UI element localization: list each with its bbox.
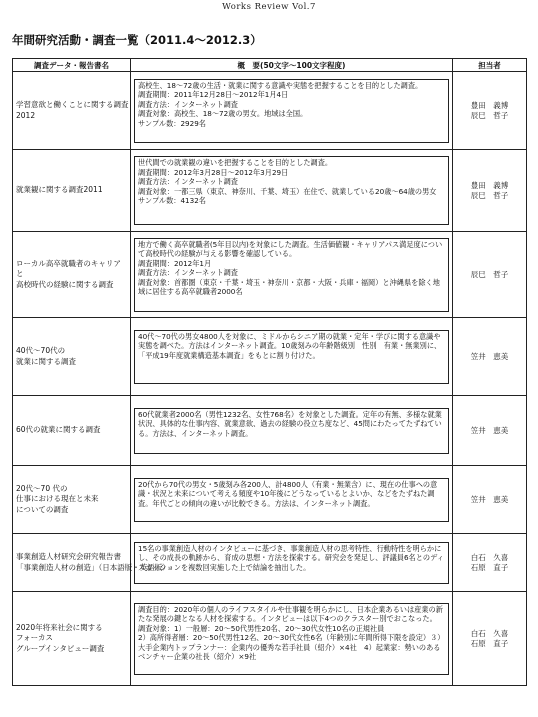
page-title: 年間研究活動・調査一覧（2011.4～2012.3） [12,33,262,47]
person-cell [453,72,527,150]
summary-box [134,408,449,454]
person-name: 石原 直子 [470,562,509,572]
summary-line: 調査期間：2012年1月 [138,258,212,268]
table-row [13,150,527,232]
summary-line: 40代～70代の男女4800人を対象に、ミドルからシニア期の就業・定年・学びに関する意識や実態を調べた。方法はインターネット調査。10歳刻みの年齢階級別 性別 有業・無業別に、「平成19年度就業構造基本調査」をもとに割り付けた。 [138,331,442,360]
person-cell [453,592,527,686]
person-name: 豊田 義博 [470,180,509,190]
report-name-line: 40代～70代の [16,346,66,356]
report-name-line: 学習意欲と働くことに関する調査 [16,100,129,110]
report-name-line: 60代の就業に関する調査 [16,425,101,435]
summary-box [134,542,449,584]
person-cell [453,318,527,396]
report-name-line: 「事業創造人材の創造」（日本語版・英語版） [16,562,170,572]
summary-line: 調査期間：2011年12月28日～2012年1月4日 [138,90,289,99]
person-cell [453,232,527,318]
table-row [13,534,527,592]
summary-line: 60代就業者2000名（男性1232名、女性768名）を対象とした調査。定年の有無、多様な就業状況、具体的な仕事内容、就業意欲、過去の経験の役立ち度など、45問にわたってたずねている。方法は、インターネット調査。 [138,409,442,438]
person-cell [453,534,527,592]
table-row [13,396,527,466]
report-name-line: 2020年将来社会に関する [16,622,103,632]
report-name-cell [13,318,131,396]
person-cell [453,396,527,466]
summary-line: サンプル数：2929名 [138,118,206,128]
table-row [13,232,527,318]
person-cell [453,150,527,232]
summary-line: 調査方法：インターネット調査 [138,268,238,277]
person-name: 辰巳 哲子 [470,269,509,279]
summary-line: 世代間での就業観の違いを把握することを目的とした調査。 [138,158,333,167]
person-name: 白石 久喜 [470,552,509,562]
summary-cell [131,232,453,318]
summary-cell [131,150,453,232]
summary-line: 高校生、18～72歳の生活・就業に関する意識や実態を把握することを目的とした調査。 [138,80,423,90]
summary-box [134,330,449,384]
report-name-line: と [16,269,24,279]
header-summary: 概 要(50文字～100文字程度) [131,59,453,72]
journal-header: Works Review Vol.7 [222,2,316,12]
report-name-line: 高校時代の経験に関する調査 [16,279,114,289]
report-name-cell [13,466,131,534]
summary-line: 調査対象：首都圏（東京・千葉・埼玉・神奈川・京都・大阪・兵庫・福岡）と沖縄県を除く地域に居住する高卒就職者2000名 [138,277,440,296]
summary-box [134,603,449,675]
header-report-name: 調査データ・報告書名 [13,59,131,72]
report-name-line: 20代～70 代の [16,483,68,493]
report-name-line: 就業観に関する調査2011 [16,185,103,195]
summary-line: 調査対象：高校生、18～72歳の男女。地域は全国。 [138,109,308,118]
table-row [13,592,527,686]
summary-line: 調査期間：2012年3月28日～2012年3月29日 [138,167,289,177]
summary-line: 調査方法：インターネット調査 [138,177,238,186]
person-cell [453,466,527,534]
summary-line: サンプル数：4132名 [138,196,206,205]
table-row [13,72,527,150]
summary-line: 調査方法：インターネット調査 [138,99,238,109]
report-name-line: 仕事における現在と未来 [16,494,99,504]
summary-line: 15名の事業創造人材のインタビューに基づき、事業創造人材の思考特性、行動特性を明らかにし、その成長の軌跡から、育成の思想・方法を探索する。研究会を発足し、評議員6名とのディスカッションを複数回実施した上で結論を抽出した。 [138,543,444,572]
report-name-line: ローカル高卒就職者のキャリア [16,258,121,268]
summary-cell [131,466,453,534]
table-header-row [13,59,527,72]
person-name: 辰巳 哲子 [470,110,509,120]
survey-table [12,58,527,686]
report-name-cell [13,396,131,466]
summary-cell [131,534,453,592]
person-name: 笠井 恵美 [470,494,509,504]
summary-box [134,478,449,522]
summary-cell [131,592,453,686]
report-name-line: フォーカス [16,633,53,643]
summary-line: 調査目的：2020年の個人のライフスタイルや仕事観を明らかにし、日本企業あるいは産業の新たな発展の鍵となる人材を探索する。インタビューは以下4つのクラスター別でおこなった。 [138,604,443,623]
summary-line: 2）高所得者層：20～50代男性12名、20～30代女性6名（年齢別に年間所得下限を設定）３）大手企業内トップランナー：企業内の優秀な若手社員（紹介）×4社 4）起業家：勢いのあるベンチャー企業の社長（紹介）×9社 [138,633,445,661]
report-name-line: 事業創造人材研究会研究報告書 [16,552,121,562]
header-person: 担当者 [453,59,527,72]
report-name-cell [13,534,170,592]
summary-box [134,79,449,143]
summary-line: 20代から70代の男女・5歳刻み各200人、計4800人（有業・無業含）に、現在の仕事への意識・状況と未来について考える頻度や10年後にどうなっているとよいか、などをたずねた調査。年代ごとの傾向の違いが比較できる。方法は、インターネット調査。 [138,479,438,508]
report-name-cell [13,72,131,150]
summary-line: 調査対象：一都三県（東京、神奈川、千葉、埼玉）在住で、就業している20歳～64歳の男女 [138,186,437,196]
person-name: 豊田 義博 [470,100,509,110]
report-name-cell [13,592,131,686]
person-name: 笠井 恵美 [470,425,509,435]
table-row [13,318,527,396]
person-name: 白石 久喜 [470,628,509,638]
report-name-cell [13,150,131,232]
summary-cell [131,396,453,466]
summary-line: 調査対象：1）一般層：20～50代男性20名、20～30代女性10名の正規社員 [138,623,385,633]
summary-box [134,238,449,312]
report-name-line: 2012 [16,110,36,120]
summary-box [134,156,449,225]
person-name: 辰巳 哲子 [470,190,509,200]
summary-cell [131,72,453,150]
table-row [13,466,527,534]
person-name: 笠井 恵美 [470,351,509,361]
report-name-line: についての調査 [16,504,69,514]
person-name: 石原 直子 [470,638,509,648]
report-name-cell [13,232,131,318]
report-name-line: 就業に関する調査 [16,356,76,366]
report-name-line: グループインタビュー調査 [16,643,105,653]
summary-cell [131,318,453,396]
summary-line: 地方で働く高卒就職者(5年目以内)を対象にした調査。生活価値観・キャリアパス満足度について高校時代の経験が与える影響を確認している。 [138,239,443,258]
